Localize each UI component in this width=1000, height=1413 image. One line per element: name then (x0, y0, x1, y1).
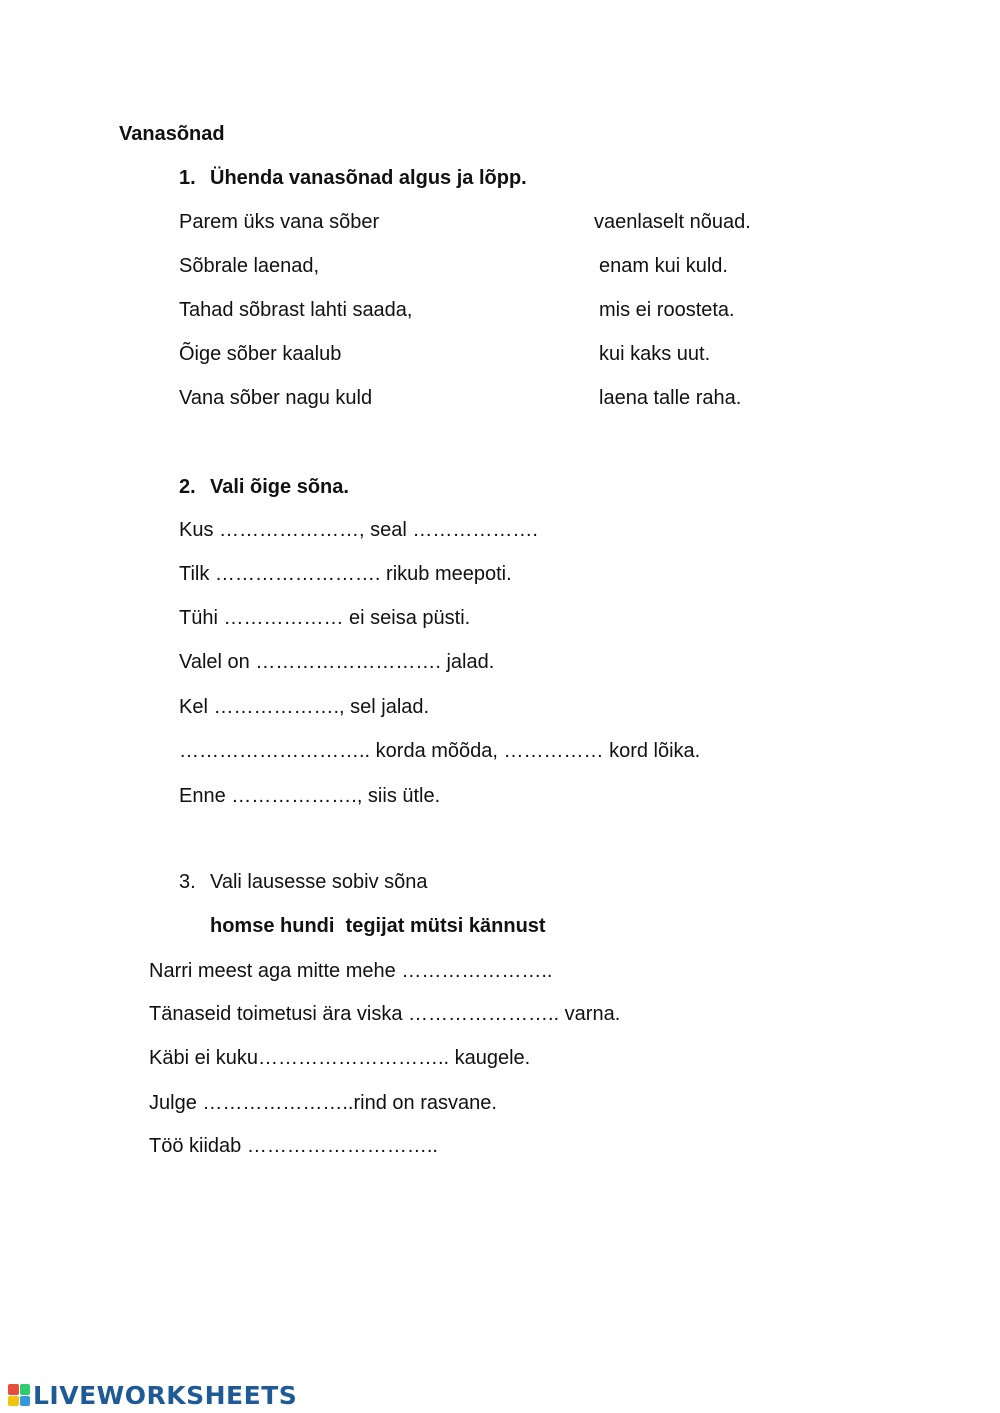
proverb-end[interactable]: mis ei roosteta. (599, 299, 735, 321)
section1-heading (179, 166, 527, 190)
section3-heading-text: Vali lausesse sobiv sõna (210, 871, 428, 893)
fill-in-line[interactable]: Valel on ………………………. jalad. (179, 651, 495, 673)
logo-text: LIVEWORKSHEETS (33, 1380, 298, 1410)
section1-heading-text: Ühenda vanasõnad algus ja lõpp. (210, 167, 527, 189)
fill-in-line[interactable]: Narri meest aga mitte mehe ………………….. (149, 960, 553, 982)
section2-heading (179, 475, 349, 499)
page-title: Vanasõnad (119, 123, 225, 145)
proverb-start[interactable]: Vana sõber nagu kuld (179, 387, 373, 409)
fill-in-line[interactable]: Töö kiidab ……………………….. (149, 1135, 438, 1157)
fill-in-line[interactable]: Tilk ……………………. rikub meepoti. (179, 563, 512, 585)
logo-square-yellow (8, 1396, 19, 1407)
proverb-end[interactable]: enam kui kuld. (599, 255, 728, 277)
section2-number: 2. (179, 476, 196, 498)
proverb-start[interactable]: Tahad sõbrast lahti saada, (179, 299, 413, 321)
proverb-start[interactable]: Parem üks vana sõber (179, 211, 380, 233)
word-bank: homse hundi tegijat mütsi kännust (210, 915, 546, 937)
section3-heading (179, 870, 428, 894)
fill-in-line[interactable]: Enne ………………., siis ütle. (179, 785, 441, 807)
fill-in-line[interactable]: Käbi ei kuku……………………….. kaugele. (149, 1047, 531, 1069)
logo-square-blue (20, 1396, 31, 1407)
proverb-start[interactable]: Õige sõber kaalub (179, 343, 342, 365)
liveworksheets-logo-icon (8, 1384, 30, 1406)
logo-square-green (20, 1384, 31, 1395)
fill-in-line[interactable]: Kel ………………., sel jalad. (179, 696, 430, 718)
fill-in-line[interactable]: Julge …………………..rind on rasvane. (149, 1092, 497, 1114)
proverb-start[interactable]: Sõbrale laenad, (179, 255, 320, 277)
proverb-end[interactable]: laena talle raha. (599, 387, 742, 409)
fill-in-line[interactable]: Kus …………………, seal ………………. (179, 519, 538, 541)
proverb-end[interactable]: vaenlaselt nõuad. (594, 211, 751, 233)
logo-square-red (8, 1384, 19, 1395)
section3-number: 3. (179, 871, 196, 893)
section1-number: 1. (179, 167, 196, 189)
liveworksheets-logo[interactable] (8, 1380, 297, 1410)
fill-in-line[interactable]: Tänaseid toimetusi ära viska ………………….. varna. (149, 1003, 621, 1025)
proverb-end[interactable]: kui kaks uut. (599, 343, 711, 365)
section2-heading-text: Vali õige sõna. (210, 476, 349, 498)
fill-in-line[interactable]: ……………………….. korda mõõda, …………… kord lõika. (179, 740, 701, 762)
fill-in-line[interactable]: Tühi ……………… ei seisa püsti. (179, 607, 471, 629)
